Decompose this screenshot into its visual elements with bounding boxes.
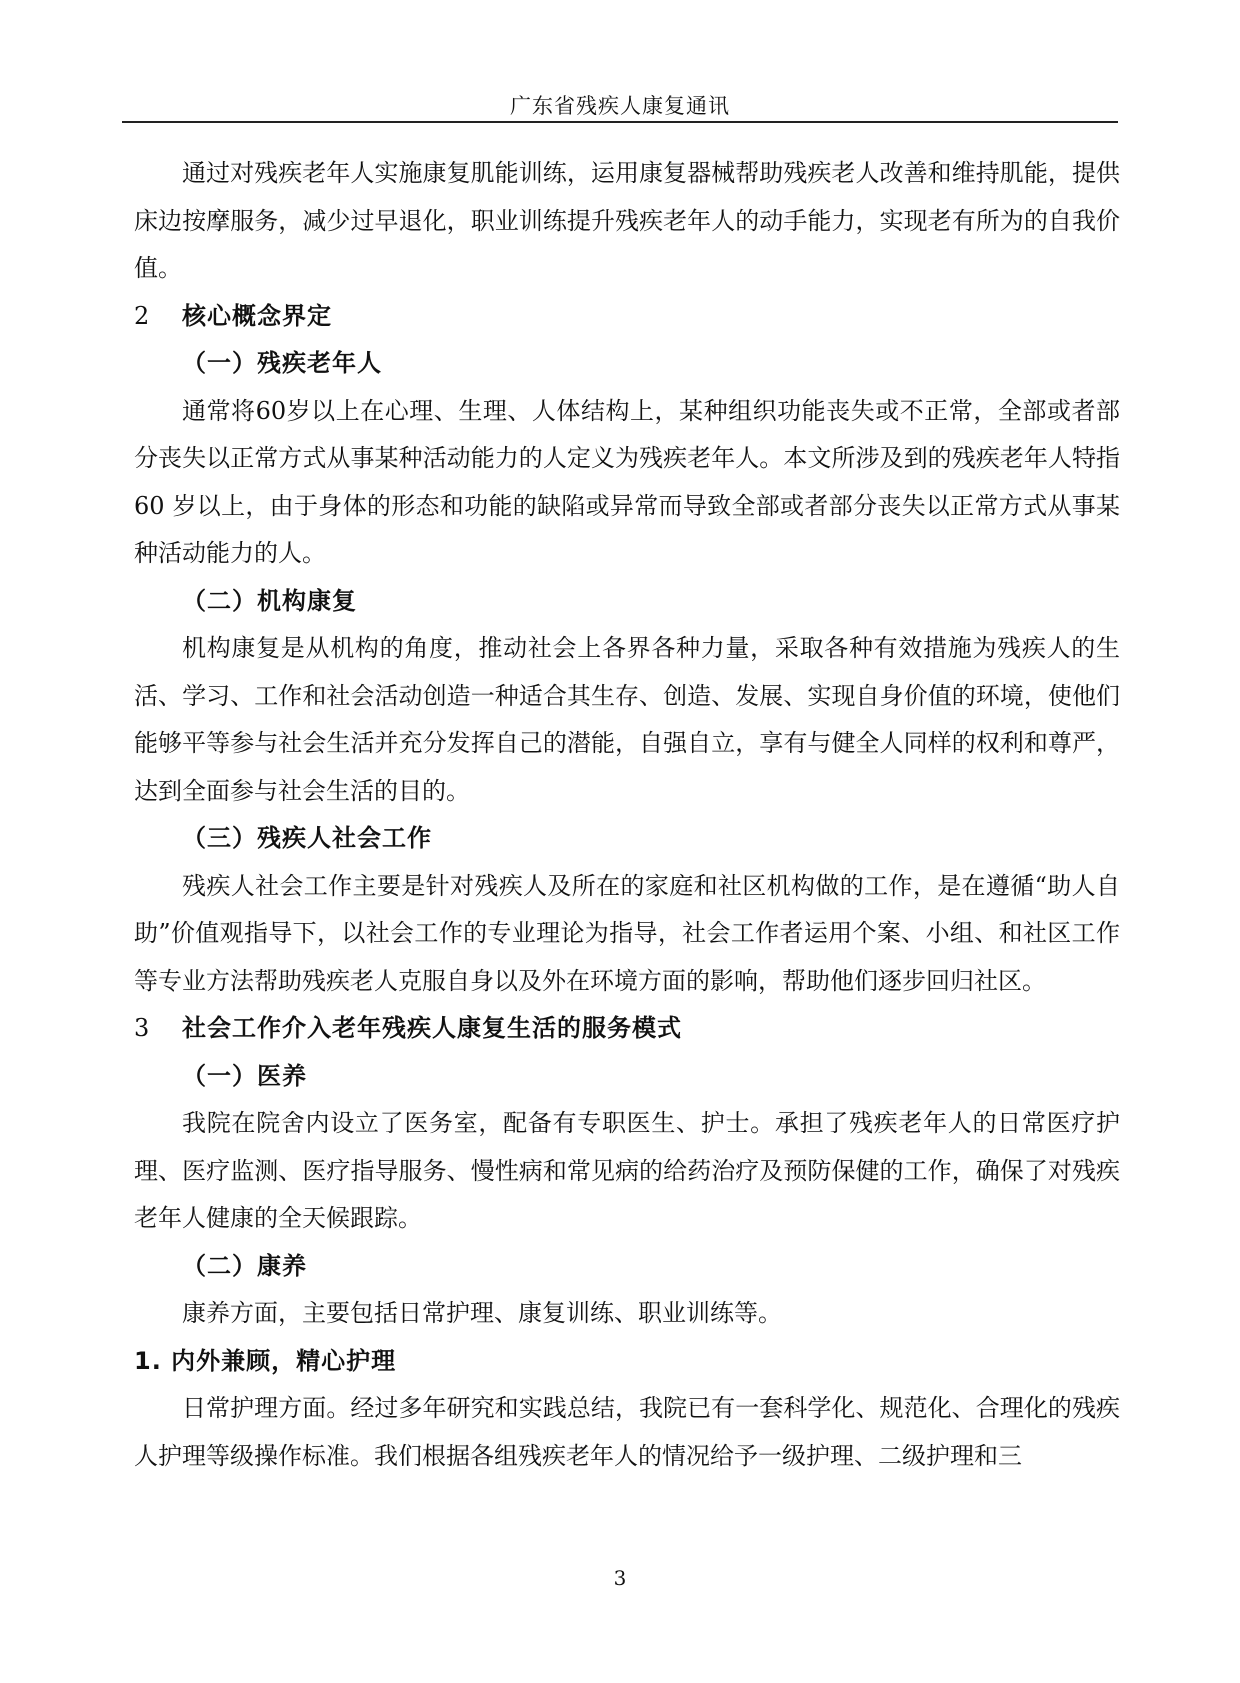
paragraph-disability-social-work: 残疾人社会工作主要是针对残疾人及所在的家庭和社区机构做的工作，是在遵循“助人自助”价值观指导下，以社会工作的专业理论为指导，社会工作者运用个案、小组、和社区工作等专业方法帮助残疾老人克服自身以及外在环境方面的影响，帮助他们逐步回归社区。 xyxy=(134,871,1120,995)
section-title: 核心概念界定 xyxy=(182,301,332,330)
subheading-medical-care: （一）医养 xyxy=(182,1061,307,1090)
section-number: 3 xyxy=(134,1014,151,1042)
subheading-disability-social-work: （三）残疾人社会工作 xyxy=(182,824,432,852)
paragraph-rehab-care: 康养方面，主要包括日常护理、康复训练、职业训练等。 xyxy=(182,1299,782,1327)
paragraph-elderly-disabled: 通常将60岁以上在心理、生理、人体结构上，某种组织功能丧失或不正常，全部或者部分丧失以正常方式从事某种活动能力的人定义为残疾老年人。本文所涉及到的残疾老年人特指 60 岁以上，由于身体的形态和功能的缺陷或异常而导致全部或者部分丧失以正常方式从事某种活动能力的人。 xyxy=(134,396,1120,567)
paragraph-institutional-rehab: 机构康复是从机构的角度，推动社会上各界各种力量，采取各种有效措施为残疾人的生活、学习、工作和社会活动创造一种适合其生存、创造、发展、实现自身价值的环境，使他们能够平等参与社会生活并充分发挥自己的潜能，自强自立，享有与健全人同样的权利和尊严，达到全面参与社会生活的目的。 xyxy=(134,634,1120,805)
paragraph-nursing: 日常护理方面。经过多年研究和实践总结，我院已有一套科学化、规范化、合理化的残疾人护理等级操作标准。我们根据各组残疾老年人的情况给予一级护理、二级护理和三 xyxy=(134,1394,1120,1470)
page-number: 3 xyxy=(613,1566,627,1590)
section-heading-2 xyxy=(134,293,1120,341)
paragraph-intro: 通过对残疾老年人实施康复肌能训练，运用康复器械帮助残疾老人改善和维持肌能，提供床边按摩服务，减少过早退化，职业训练提升残疾老年人的动手能力，实现老有所为的自我价值。 xyxy=(134,159,1120,282)
section-heading-3 xyxy=(134,1005,1120,1053)
section-title: 社会工作介入老年残疾人康复生活的服务模式 xyxy=(182,1014,682,1042)
section-number: 2 xyxy=(134,301,151,330)
subheading-elderly-disabled: （一）残疾老年人 xyxy=(182,349,382,377)
subheading-nursing: 1. 内外兼顾，精心护理 xyxy=(134,1346,397,1375)
running-header: 广东省残疾人康复通讯 xyxy=(510,94,730,118)
paragraph-medical-care: 我院在院舍内设立了医务室，配备有专职医生、护士。承担了残疾老年人的日常医疗护理、医疗监测、医疗指导服务、慢性病和常见病的给药治疗及预防保健的工作，确保了对残疾老年人健康的全天候跟踪。 xyxy=(134,1109,1120,1232)
subheading-rehab-care: （二）康养 xyxy=(182,1251,307,1280)
header-divider xyxy=(122,121,1118,123)
subheading-institutional-rehab: （二）机构康复 xyxy=(182,586,357,615)
page-body xyxy=(134,150,1120,1480)
